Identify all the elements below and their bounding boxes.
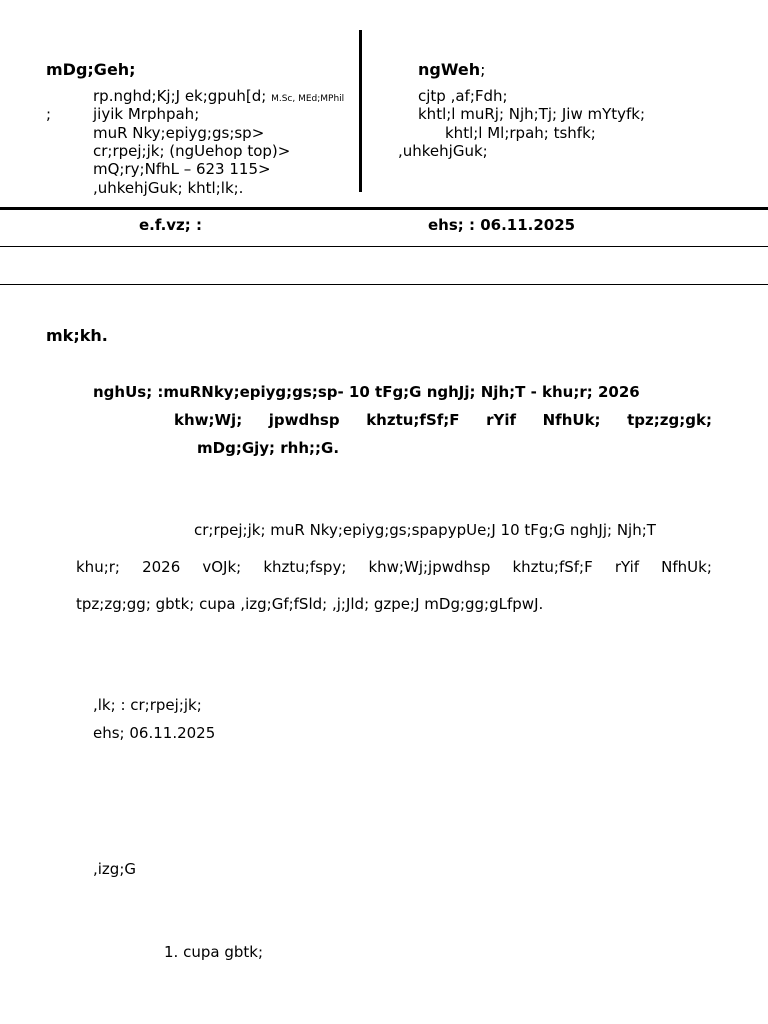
from-degrees: M.Sc, MEd;MPhil (271, 94, 345, 104)
from-district: ,uhkehjGuk; khtl;lk;. (93, 179, 244, 197)
body-word: rYif (614, 558, 640, 576)
from-name: rp.nghd;Kj;J ek;gpuh[d; (93, 87, 267, 105)
to-line-4: ,uhkehjGuk; (398, 142, 488, 160)
header-rule (0, 207, 768, 210)
to-heading-text: ngWeh (418, 60, 481, 79)
to-heading-suffix: ; (480, 60, 486, 79)
from-village: cr;rpej;jk; (ngUehop top)> (93, 142, 291, 160)
body-line-3: tpz;zg;gg; gbtk; cupa ,izg;Gf;fSld; ,j;Jld; gzpe;J mDg;gg;gLfpwJ. (76, 595, 544, 613)
subject-word: NfhUk; (542, 411, 601, 429)
body-word: vOJk; (202, 558, 242, 576)
body-word: khw;Wj;jpwdhsp (368, 558, 491, 576)
from-post: mQ;ry;NfhL – 623 115> (93, 160, 271, 178)
from-school: muR Nky;epiyg;gs;sp> (93, 124, 265, 142)
body-word: khztu;fSf;F (512, 558, 593, 576)
body-word: 2026 (142, 558, 181, 576)
to-line-3: khtl;l Ml;rpah; tshfk; (445, 124, 596, 142)
from-designation: jiyik Mrphpah; (93, 105, 200, 123)
reference-date: ehs; : 06.11.2025 (428, 216, 576, 234)
enclosure-item-number: 1. (164, 943, 179, 961)
subject-word: tpz;zg;gk; (627, 411, 712, 429)
body-word: khztu;fspy; (263, 558, 347, 576)
body-word: khu;r; (76, 558, 120, 576)
rule-2 (0, 284, 768, 285)
subject-line-2 (174, 411, 712, 429)
from-name-line (93, 87, 344, 105)
place: ,lk; : cr;rpej;jk; (93, 696, 202, 714)
subject-line-1: nghUs; :muRNky;epiyg;gs;sp- 10 tFg;G nghJj; Njh;T - khu;r; 2026 (93, 383, 640, 401)
to-heading (418, 60, 486, 79)
to-line-2: khtl;l muRj; Njh;Tj; Jiw mYtyfk; (418, 105, 646, 123)
subject-word: khw;Wj; (174, 411, 243, 429)
subject-word: jpwdhsp (268, 411, 340, 429)
from-semicolon: ; (46, 105, 52, 123)
enclosure-item (164, 943, 263, 961)
body-word: NfhUk; (661, 558, 712, 576)
reference-number: e.f.vz; : (139, 216, 203, 234)
date: ehs; 06.11.2025 (93, 724, 216, 742)
subject-word: rYif (486, 411, 517, 429)
enclosure-label: ,izg;G (93, 860, 137, 878)
enclosure-item-text: cupa gbtk; (183, 943, 263, 961)
rule-1 (0, 246, 768, 247)
body-line-1: cr;rpej;jk; muR Nky;epiyg;gs;spapypUe;J 10 tFg;G nghJj; Njh;T (194, 521, 656, 539)
subject-word: khztu;fSf;F (366, 411, 460, 429)
body-line-2 (76, 558, 712, 576)
to-line-1: cjtp ,af;Fdh; (418, 87, 508, 105)
vertical-divider (359, 30, 362, 192)
salutation: mk;kh. (46, 326, 108, 345)
subject-line-3: mDg;Gjy; rhh;;G. (197, 439, 340, 457)
from-heading: mDg;Geh; (46, 60, 136, 79)
